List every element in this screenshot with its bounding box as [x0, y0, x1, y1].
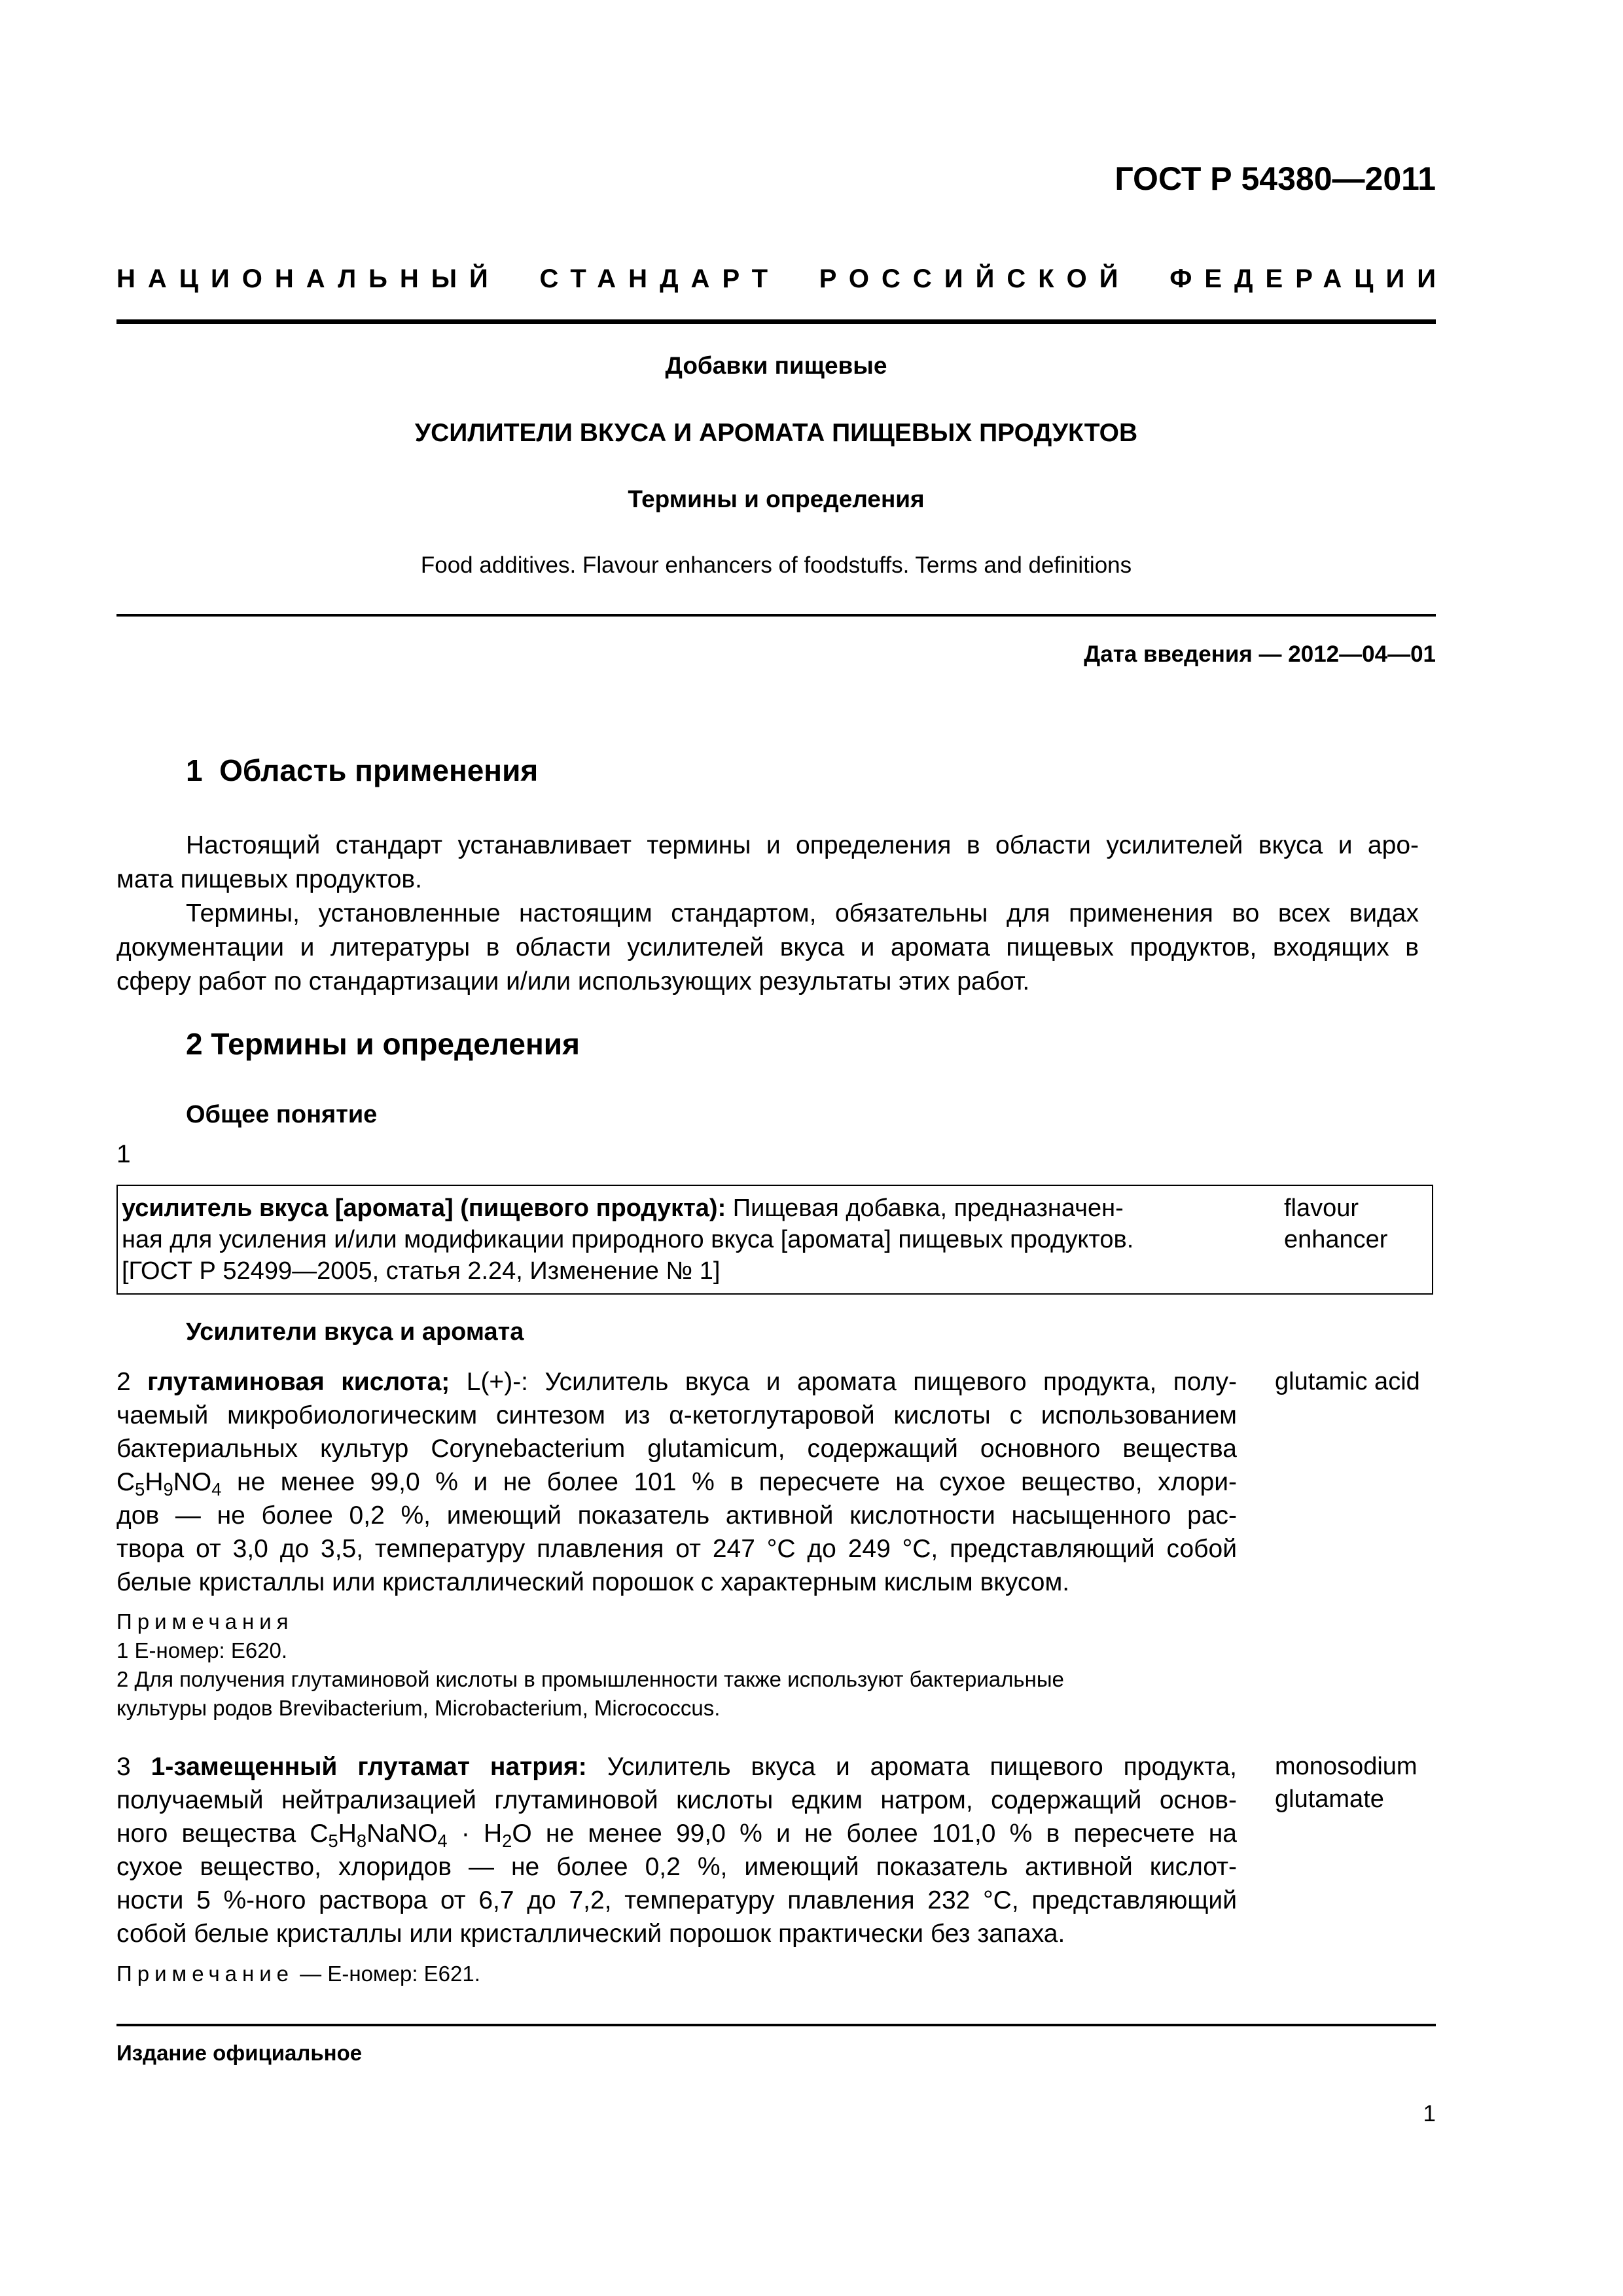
term-1-english-line-2: enhancer: [1284, 1226, 1388, 1253]
paragraph-line: документации и литературы в области усилителей вкуса и аромата пищевых продуктов, входящих в: [116, 933, 1419, 961]
header-rule-thick: [116, 319, 1436, 324]
official-edition-label: Издание официальное: [116, 2041, 363, 2065]
formula: $C_5H_9NO_4$: [116, 1468, 222, 1499]
page-number: 1: [1423, 2101, 1436, 2126]
term-2-line-3: бактериальных культур Corynebacterium glutamicum, содержащий основного вещества: [116, 1435, 1237, 1463]
formula: $C_5H_8NaNO_4 \cdot H_2O$: [310, 1820, 532, 1851]
english-title: Food additives. Flavour enhancers of foodstuffs. Terms and definitions: [420, 552, 1132, 578]
term-2-english: glutamic acid: [1275, 1368, 1420, 1395]
term-1-line-3: [ГОСТ Р 52499—2005, статья 2.24, Изменение № 1]: [122, 1257, 721, 1285]
term-3-line-2: получаемый нейтрализацией глутаминовой кислоты едким натром, содержащий основ-: [116, 1786, 1237, 1814]
footer-rule: [116, 2024, 1436, 2026]
term-3-line-6: собой белые кристаллы или кристаллический порошок практически без запаха.: [116, 1920, 1065, 1948]
note-2-line-1: 2 Для получения глутаминовой кислоты в промышленности также используют бактериальные: [116, 1667, 1064, 1691]
general-concept-subheading: Общее понятие: [186, 1101, 378, 1128]
banner-word: РОССИЙСКОЙ: [819, 264, 1131, 293]
term-3-english: [1275, 1750, 1418, 1816]
note-2-line-2: культуры родов Brevibacterium, Microbacterium, Micrococcus.: [116, 1696, 721, 1720]
term-1-number: 1: [116, 1140, 131, 1168]
section-2-heading: 2 Термины и определения: [186, 1027, 580, 1061]
title-rule: [116, 614, 1436, 617]
paragraph-line: мата пищевых продуктов.: [116, 865, 422, 893]
note-label: Примечание: [116, 1962, 294, 1986]
introduction-date: Дата введения — 2012—04—01: [1084, 641, 1436, 667]
term-2-line-6: твора от 3,0 до 3,5, температуру плавления от 247 °С до 249 °С, представляющий собой: [116, 1535, 1237, 1563]
section-1-heading: 1 Область применения: [186, 753, 539, 787]
term-3-line-1: Усилитель вкуса и аромата пищевого продукта,: [586, 1753, 1238, 1781]
banner-word: СТАНДАРТ: [539, 264, 781, 293]
banner-word: НАЦИОНАЛЬНЫЙ: [116, 264, 501, 293]
term-2-notes: [116, 1607, 1237, 1723]
term-3-term: 1-замещенный глутамат натрия:: [151, 1753, 587, 1781]
term-2-line-7: белые кристаллы или кристаллический порошок с характерным кислым вкусом.: [116, 1568, 1070, 1596]
notes-label: Примечания: [116, 1609, 294, 1634]
note-text: — Е-номер: Е621.: [294, 1962, 480, 1986]
term-3-line-4: сухое вещество, хлоридов — не более 0,2 %, имеющий показатель активной кислот-: [116, 1853, 1237, 1881]
term-1-term: усилитель вкуса [аромата] (пищевого продукта):: [122, 1194, 726, 1222]
national-standard-banner: [116, 264, 1448, 294]
term-1-english-line-1: flavour: [1284, 1194, 1359, 1222]
document-number: ГОСТ Р 54380—2011: [1115, 160, 1436, 197]
term-2-line-2: чаемый микробиологическим синтезом из α-кетоглутаровой кислоты с использованием: [116, 1401, 1237, 1429]
term-2-term: глутаминовая кислота;: [147, 1368, 450, 1396]
term-3-number: 3: [116, 1753, 151, 1781]
term-3-line-3: ного вещества $C_5H_8NaNO_4 \cdot H_2O$ не менее 99,0 % и не более 101,0 % в пересчете на: [116, 1820, 1237, 1851]
section-1-paragraph-2: [116, 897, 1419, 999]
term-2-synonym: L(+)-:: [450, 1368, 529, 1396]
term-2-line-1: Усилитель вкуса и аромата пищевого продукта, полу-: [528, 1368, 1237, 1396]
term-2-line-5: дов — не более 0,2 %, имеющий показатель активной кислотности насыщенного рас-: [116, 1501, 1237, 1530]
term-3-line-5: ности 5 %-ного раствора от 6,7 до 7,2, температуру плавления 232 °С, представляющий: [116, 1886, 1237, 1914]
term-1-english: [1284, 1193, 1387, 1255]
section-1-paragraph-1: [116, 829, 1419, 897]
term-1-line-1: Пищевая добавка, предназначен-: [726, 1194, 1124, 1222]
paragraph-line: Термины, установленные настоящим стандартом, обязательны для применения во всех видах: [186, 899, 1419, 927]
subtitle-additives: Добавки пищевые: [665, 352, 887, 379]
term-3-english-line-2: glutamate: [1275, 1785, 1384, 1813]
term-3-note: [116, 1960, 1237, 1988]
paragraph-line: Настоящий стандарт устанавливает термины и определения в области усилителей вкуса и аро-: [186, 831, 1419, 859]
paragraph-line: сферу работ по стандартизации и/или использующих результаты этих работ.: [116, 967, 1030, 996]
term-3-definition: [116, 1750, 1237, 1950]
term-1-line-2: ная для усиления и/или модификации природного вкуса [аромата] пищевых продуктов.: [122, 1226, 1134, 1253]
note-1: 1 Е-номер: Е620.: [116, 1638, 288, 1662]
term-2-definition: [116, 1365, 1237, 1599]
term-2-number: 2: [116, 1368, 148, 1396]
term-3-english-line-1: monosodium: [1275, 1753, 1418, 1780]
subtitle-terms: Термины и определения: [628, 486, 925, 512]
term-1-definition: [122, 1193, 1228, 1287]
term-2-line-4: $C_5H_9NO_4$ не менее 99,0 % и не более 101 % в пересчете на сухое вещество, хлори-: [116, 1468, 1237, 1499]
banner-word: ФЕДЕРАЦИИ: [1169, 264, 1448, 293]
enhancers-subheading: Усилители вкуса и аромата: [186, 1318, 524, 1346]
main-title: УСИЛИТЕЛИ ВКУСА И АРОМАТА ПИЩЕВЫХ ПРОДУКТОВ: [414, 419, 1138, 447]
